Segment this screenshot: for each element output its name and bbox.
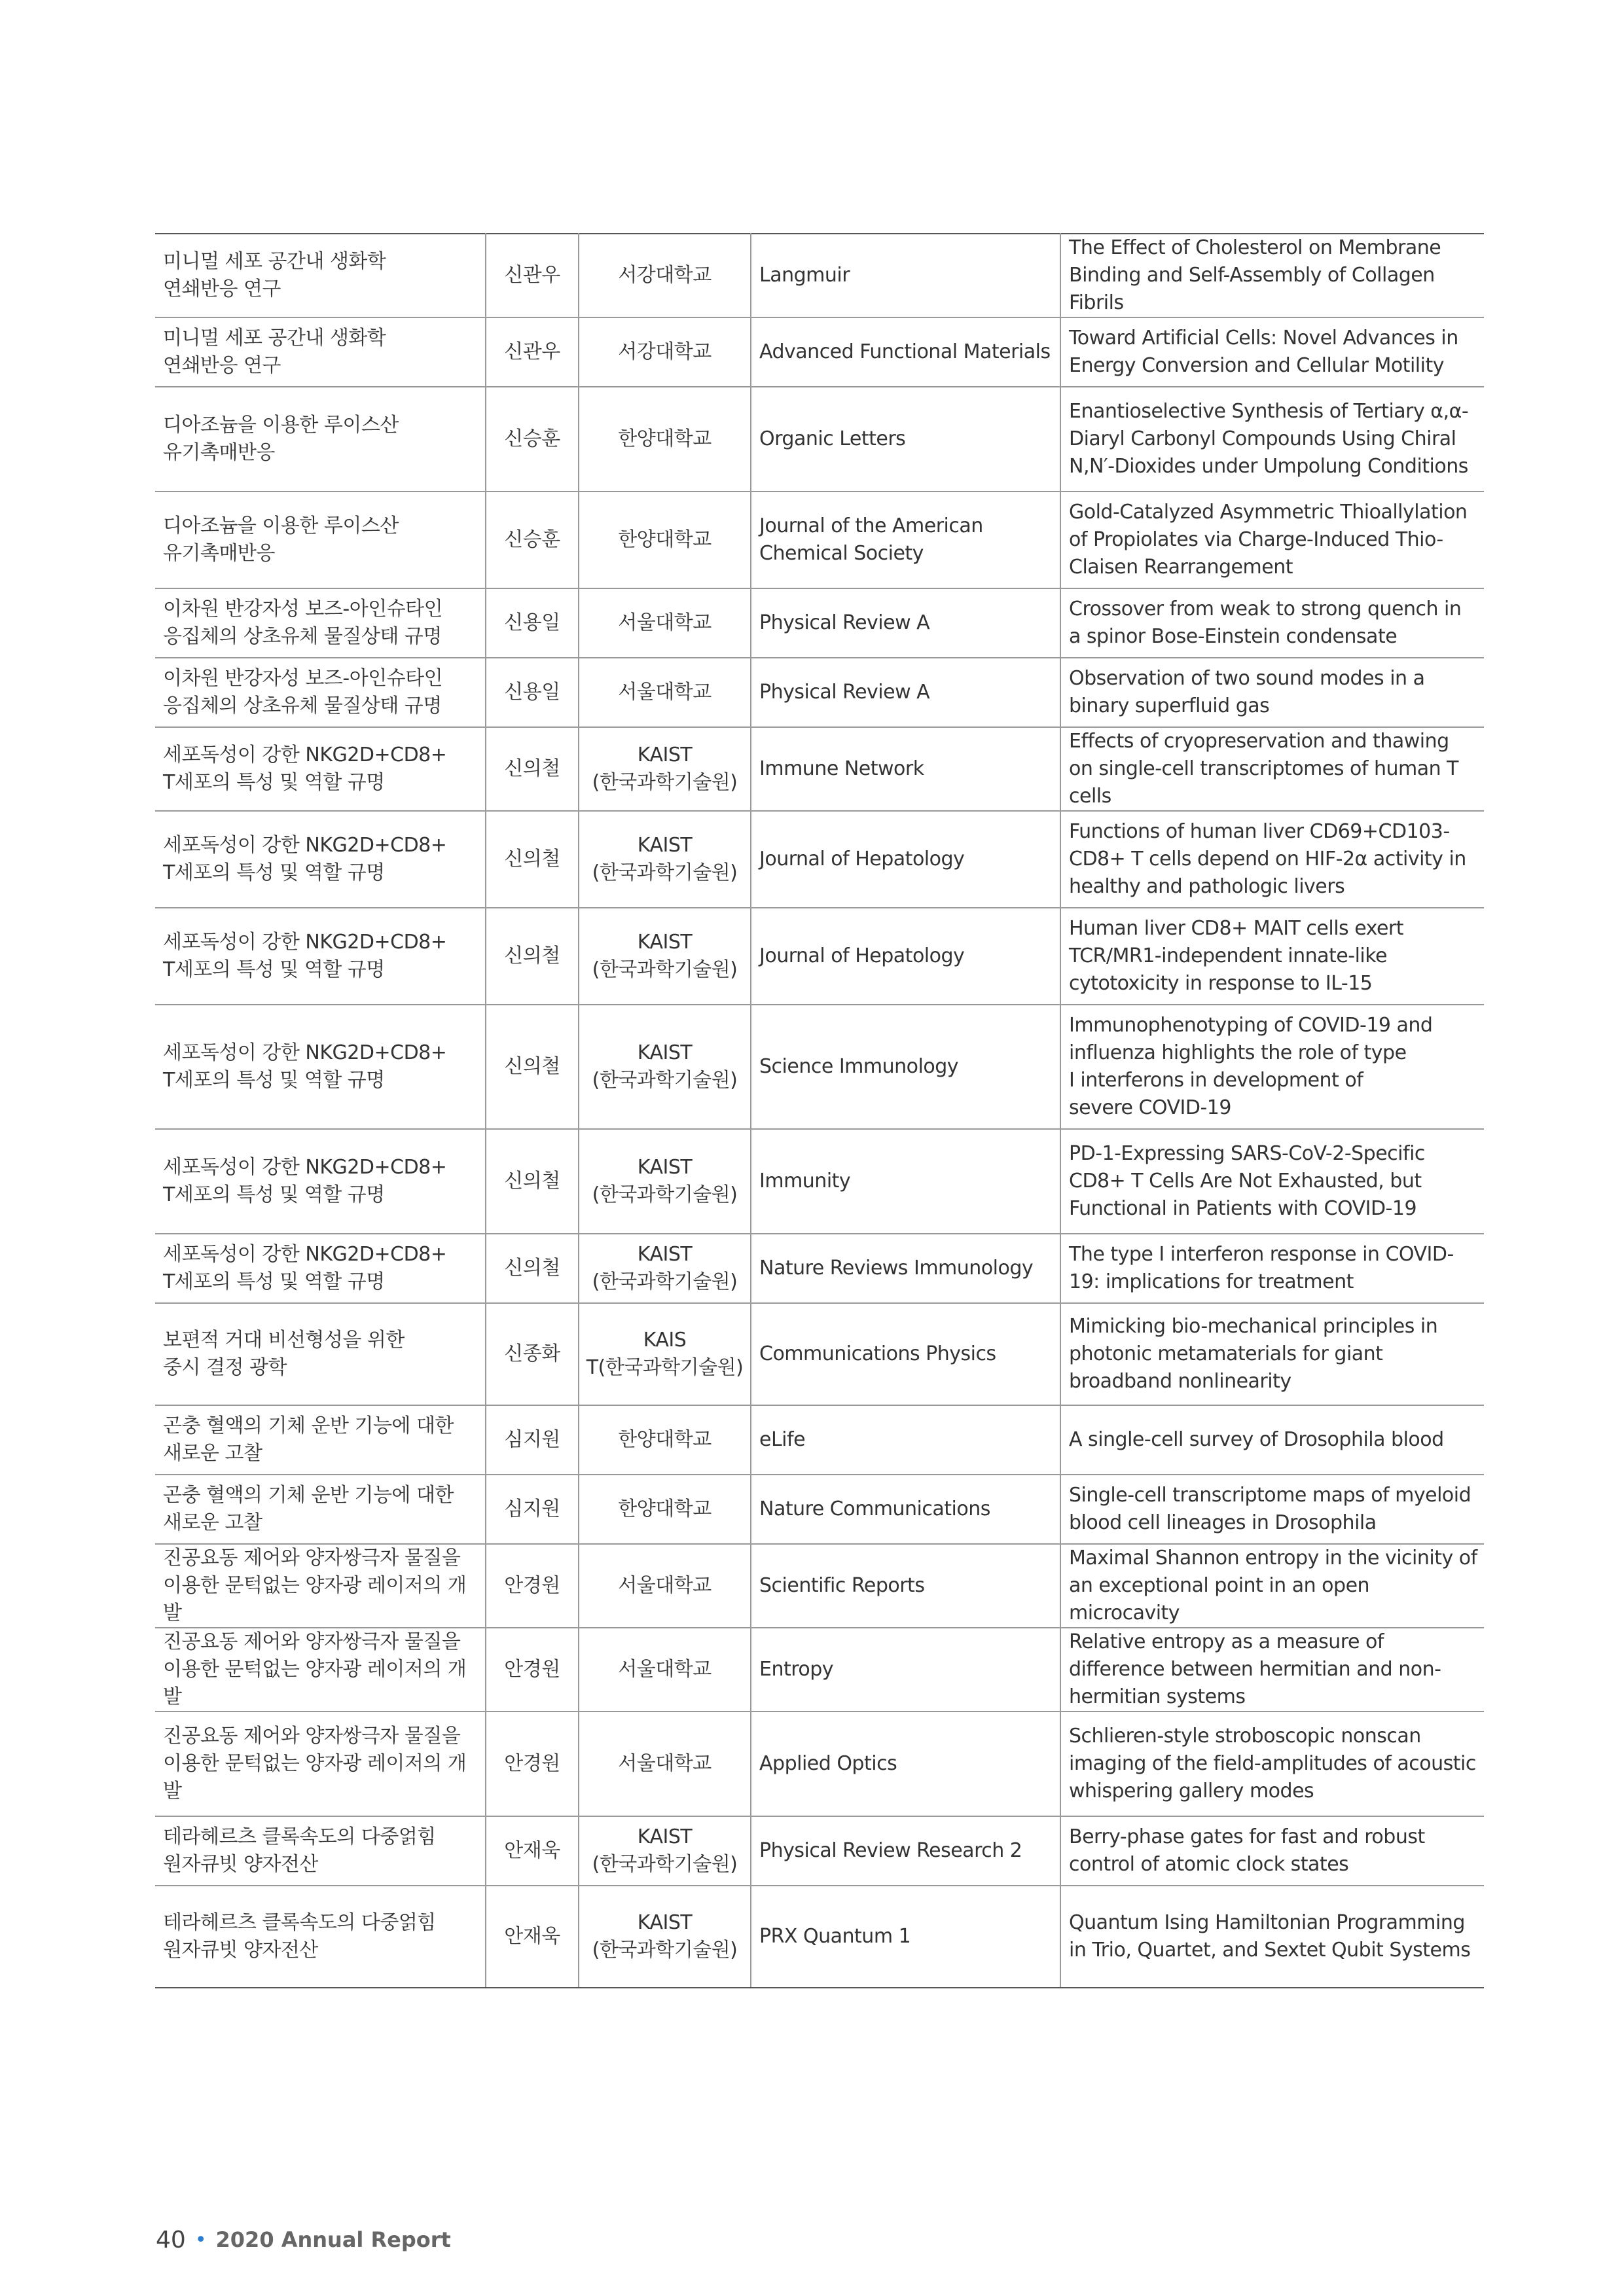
project-cell: 진공요동 제어와 양자쌍극자 물질을 이용한 문턱없는 양자광 레이저의 개발	[155, 1628, 486, 1712]
project-cell: 진공요동 제어와 양자쌍극자 물질을 이용한 문턱없는 양자광 레이저의 개발	[155, 1712, 486, 1816]
paper-title-cell: Relative entropy as a measure of difference between hermitian and non-hermitian systems	[1060, 1628, 1484, 1712]
researcher-cell: 안경원	[486, 1712, 579, 1816]
journal-cell: Journal of the American Chemical Society	[751, 492, 1060, 588]
table-row	[155, 908, 1484, 1005]
project-cell: 세포독성이 강한 NKG2D+CD8+ T세포의 특성 및 역할 규명	[155, 1129, 486, 1234]
project-cell: 세포독성이 강한 NKG2D+CD8+ T세포의 특성 및 역할 규명	[155, 1005, 486, 1129]
table-row	[155, 1886, 1484, 1988]
table-row	[155, 1005, 1484, 1129]
project-cell: 세포독성이 강한 NKG2D+CD8+ T세포의 특성 및 역할 규명	[155, 811, 486, 908]
project-cell: 미니멀 세포 공간내 생화학 연쇄반응 연구	[155, 317, 486, 387]
journal-cell: Science Immunology	[751, 1005, 1060, 1129]
paper-title-cell: Functions of human liver CD69+CD103-CD8+ T cells depend on HIF-2α activity in healthy and pathologic livers	[1060, 811, 1484, 908]
researcher-cell: 신종화	[486, 1303, 579, 1405]
institution-cell: 한양대학교	[579, 1405, 751, 1475]
journal-cell: Nature Communications	[751, 1475, 1060, 1544]
table-row	[155, 492, 1484, 588]
researcher-cell: 심지원	[486, 1475, 579, 1544]
paper-title-cell: Mimicking bio-mechanical principles in photonic metamaterials for giant broadband nonlinearity	[1060, 1303, 1484, 1405]
institution-cell: 한양대학교	[579, 492, 751, 588]
publication-table-body	[155, 234, 1484, 1988]
researcher-cell: 신용일	[486, 658, 579, 727]
researcher-cell: 안재욱	[486, 1886, 579, 1988]
institution-cell: KAIST (한국과학기술원)	[579, 811, 751, 908]
bullet-icon: •	[194, 2228, 207, 2251]
journal-cell: PRX Quantum 1	[751, 1886, 1060, 1988]
paper-title-cell: Gold-Catalyzed Asymmetric Thioallylation of Propiolates via Charge-Induced Thio-Claisen Rearrangement	[1060, 492, 1484, 588]
journal-cell: Physical Review Research 2	[751, 1816, 1060, 1886]
researcher-cell: 신관우	[486, 317, 579, 387]
journal-cell: Scientific Reports	[751, 1544, 1060, 1628]
journal-cell: Advanced Functional Materials	[751, 317, 1060, 387]
institution-cell: 서울대학교	[579, 1712, 751, 1816]
project-cell: 보편적 거대 비선형성을 위한 중시 결정 광학	[155, 1303, 486, 1405]
project-cell: 미니멀 세포 공간내 생화학 연쇄반응 연구	[155, 234, 486, 317]
institution-cell: KAIST (한국과학기술원)	[579, 727, 751, 811]
institution-cell: 서강대학교	[579, 317, 751, 387]
paper-title-cell: Berry-phase gates for fast and robust control of atomic clock states	[1060, 1816, 1484, 1886]
paper-title-cell: Observation of two sound modes in a binary superfluid gas	[1060, 658, 1484, 727]
researcher-cell: 안경원	[486, 1628, 579, 1712]
project-cell: 세포독성이 강한 NKG2D+CD8+ T세포의 특성 및 역할 규명	[155, 1234, 486, 1303]
journal-cell: Physical Review A	[751, 658, 1060, 727]
researcher-cell: 신의철	[486, 727, 579, 811]
researcher-cell: 안경원	[486, 1544, 579, 1628]
journal-cell: Journal of Hepatology	[751, 908, 1060, 1005]
table-row	[155, 727, 1484, 811]
project-cell: 곤충 혈액의 기체 운반 기능에 대한 새로운 고찰	[155, 1405, 486, 1475]
project-cell: 테라헤르츠 클록속도의 다중얽힘 원자큐빗 양자전산	[155, 1886, 486, 1988]
journal-cell: Immune Network	[751, 727, 1060, 811]
journal-cell: Physical Review A	[751, 588, 1060, 658]
paper-title-cell: Toward Artificial Cells: Novel Advances in Energy Conversion and Cellular Motility	[1060, 317, 1484, 387]
journal-cell: eLife	[751, 1405, 1060, 1475]
paper-title-cell: Enantioselective Synthesis of Tertiary α,α-Diaryl Carbonyl Compounds Using Chiral N,N′-Dioxides under Umpolung Conditions	[1060, 387, 1484, 492]
institution-cell: 서울대학교	[579, 658, 751, 727]
page-number: 40	[156, 2226, 186, 2253]
researcher-cell: 신승훈	[486, 492, 579, 588]
institution-cell: 서울대학교	[579, 1544, 751, 1628]
table-row	[155, 1129, 1484, 1234]
researcher-cell: 신의철	[486, 1234, 579, 1303]
journal-cell: Organic Letters	[751, 387, 1060, 492]
institution-cell: KAIST (한국과학기술원)	[579, 1005, 751, 1129]
researcher-cell: 신의철	[486, 1005, 579, 1129]
table-row	[155, 1234, 1484, 1303]
journal-cell: Journal of Hepatology	[751, 811, 1060, 908]
table-row	[155, 387, 1484, 492]
table-row	[155, 1405, 1484, 1475]
paper-title-cell: Schlieren-style stroboscopic nonscan imaging of the field-amplitudes of acoustic whispering gallery modes	[1060, 1712, 1484, 1816]
institution-cell: KAIST (한국과학기술원)	[579, 1234, 751, 1303]
researcher-cell: 신관우	[486, 234, 579, 317]
paper-title-cell: The Effect of Cholesterol on Membrane Binding and Self-Assembly of Collagen Fibrils	[1060, 234, 1484, 317]
page-footer	[156, 2225, 451, 2254]
paper-title-cell: Single-cell transcriptome maps of myeloid blood cell lineages in Drosophila	[1060, 1475, 1484, 1544]
journal-cell: Entropy	[751, 1628, 1060, 1712]
table-row	[155, 1544, 1484, 1628]
project-cell: 이차원 반강자성 보즈-아인슈타인 응집체의 상초유체 물질상태 규명	[155, 588, 486, 658]
institution-cell: 서울대학교	[579, 1628, 751, 1712]
table-row	[155, 588, 1484, 658]
paper-title-cell: Quantum Ising Hamiltonian Programming in Trio, Quartet, and Sextet Qubit Systems	[1060, 1886, 1484, 1988]
paper-title-cell: Human liver CD8+ MAIT cells exert TCR/MR1-independent innate-like cytotoxicity in response to IL-15	[1060, 908, 1484, 1005]
researcher-cell: 신승훈	[486, 387, 579, 492]
journal-cell: Nature Reviews Immunology	[751, 1234, 1060, 1303]
researcher-cell: 신용일	[486, 588, 579, 658]
institution-cell: KAIST (한국과학기술원)	[579, 908, 751, 1005]
institution-cell: 한양대학교	[579, 1475, 751, 1544]
paper-title-cell: The type I interferon response in COVID-19: implications for treatment	[1060, 1234, 1484, 1303]
project-cell: 세포독성이 강한 NKG2D+CD8+ T세포의 특성 및 역할 규명	[155, 727, 486, 811]
table-row	[155, 1303, 1484, 1405]
journal-cell: Immunity	[751, 1129, 1060, 1234]
institution-cell: 서울대학교	[579, 588, 751, 658]
project-cell: 진공요동 제어와 양자쌍극자 물질을 이용한 문턱없는 양자광 레이저의 개발	[155, 1544, 486, 1628]
institution-cell: 서강대학교	[579, 234, 751, 317]
researcher-cell: 심지원	[486, 1405, 579, 1475]
researcher-cell: 신의철	[486, 811, 579, 908]
table-row	[155, 1628, 1484, 1712]
paper-title-cell: Effects of cryopreservation and thawing on single-cell transcriptomes of human T cells	[1060, 727, 1484, 811]
project-cell: 이차원 반강자성 보즈-아인슈타인 응집체의 상초유체 물질상태 규명	[155, 658, 486, 727]
paper-title-cell: Immunophenotyping of COVID-19 and influenza highlights the role of type I interferons in development of severe COVID-19	[1060, 1005, 1484, 1129]
project-cell: 디아조늄을 이용한 루이스산 유기촉매반응	[155, 387, 486, 492]
table-row	[155, 1712, 1484, 1816]
researcher-cell: 안재욱	[486, 1816, 579, 1886]
journal-cell: Langmuir	[751, 234, 1060, 317]
project-cell: 곤충 혈액의 기체 운반 기능에 대한 새로운 고찰	[155, 1475, 486, 1544]
table-row	[155, 234, 1484, 317]
table-row	[155, 658, 1484, 727]
journal-cell: Applied Optics	[751, 1712, 1060, 1816]
paper-title-cell: PD-1-Expressing SARS-CoV-2-Specific CD8+ T Cells Are Not Exhausted, but Functional in Patients with COVID-19	[1060, 1129, 1484, 1234]
institution-cell: 한양대학교	[579, 387, 751, 492]
table-row	[155, 811, 1484, 908]
paper-title-cell: Maximal Shannon entropy in the vicinity of an exceptional point in an open microcavity	[1060, 1544, 1484, 1628]
paper-title-cell: A single-cell survey of Drosophila blood	[1060, 1405, 1484, 1475]
paper-title-cell: Crossover from weak to strong quench in a spinor Bose-Einstein condensate	[1060, 588, 1484, 658]
journal-cell: Communications Physics	[751, 1303, 1060, 1405]
institution-cell: KAIST (한국과학기술원)	[579, 1886, 751, 1988]
project-cell: 세포독성이 강한 NKG2D+CD8+ T세포의 특성 및 역할 규명	[155, 908, 486, 1005]
table-row	[155, 317, 1484, 387]
project-cell: 디아조늄을 이용한 루이스산 유기촉매반응	[155, 492, 486, 588]
report-title: 2020 Annual Report	[215, 2227, 451, 2252]
institution-cell: KAIST (한국과학기술원)	[579, 1816, 751, 1886]
researcher-cell: 신의철	[486, 908, 579, 1005]
project-cell: 테라헤르츠 클록속도의 다중얽힘 원자큐빗 양자전산	[155, 1816, 486, 1886]
publication-table	[155, 233, 1484, 1988]
table-row	[155, 1475, 1484, 1544]
institution-cell: KAIST (한국과학기술원)	[579, 1129, 751, 1234]
researcher-cell: 신의철	[486, 1129, 579, 1234]
institution-cell: KAIS T(한국과학기술원)	[579, 1303, 751, 1405]
table-row	[155, 1816, 1484, 1886]
